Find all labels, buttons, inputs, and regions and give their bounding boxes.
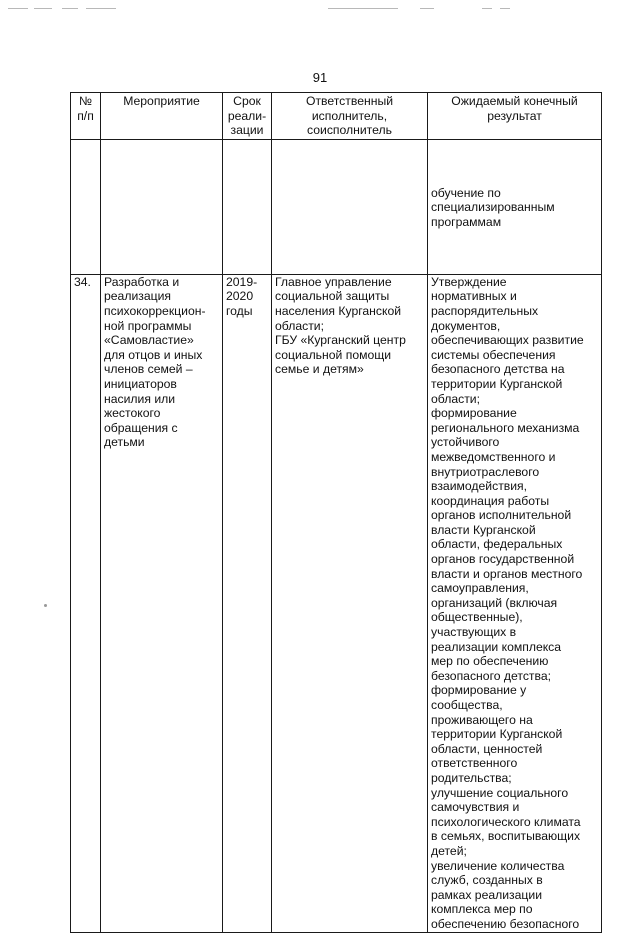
header-event: Мероприятие (101, 93, 223, 140)
header-number: № п/п (71, 93, 101, 140)
scan-dot (44, 604, 47, 607)
page-number: 91 (312, 70, 328, 85)
cell-event: Разработка и реализация психокоррекцион- ной программы «Самовластие» для отцов и иных членов семей – инициаторов насилия или жестокого обращения с детьми (101, 274, 223, 932)
cell-result: Утверждение нормативных и распорядительных документов, обеспечивающих развитие системы обеспечения безопасного детства на территории Курганской области; формирование регионального механизма устойчивого межведомственного и внутриотраслевого взаимодействия, координация работы органов исполнительной власти Курганской области, федеральных органов государственной власти и органов местного самоуправления, организаций (включая общественные), участвующих в реализации комплекса мер по обеспечению безопасного детства; формирование у сообщества, проживающего на территории Курганской области, ценностей ответственного родительства; улучшение социального самочувствия и психологического климата в семьях, воспитывающих детей; увеличение количества служб, созданных в рамках реализации комплекса мер по обеспечению безопасного (428, 274, 602, 932)
header-result: Ожидаемый конечный результат (428, 93, 602, 140)
cell-responsible-empty (272, 139, 428, 274)
header-responsible: Ответственный исполнитель, соисполнитель (272, 93, 428, 140)
measures-table (70, 92, 602, 933)
cell-number: 34. (71, 274, 101, 932)
header-term: Срок реали- зации (223, 93, 272, 140)
table-row (71, 274, 602, 932)
cell-term-empty (223, 139, 272, 274)
cell-term: 2019- 2020 годы (223, 274, 272, 932)
table-row (71, 139, 602, 274)
scan-artifacts (0, 8, 640, 12)
cell-responsible: Главное управление социальной защиты населения Курганской области; ГБУ «Курганский центр социальной помощи семье и детям» (272, 274, 428, 932)
cell-event-empty (101, 139, 223, 274)
cell-number-empty (71, 139, 101, 274)
cell-result-continuation: обучение по специализированным программам (428, 139, 602, 274)
table-header-row (71, 93, 602, 140)
